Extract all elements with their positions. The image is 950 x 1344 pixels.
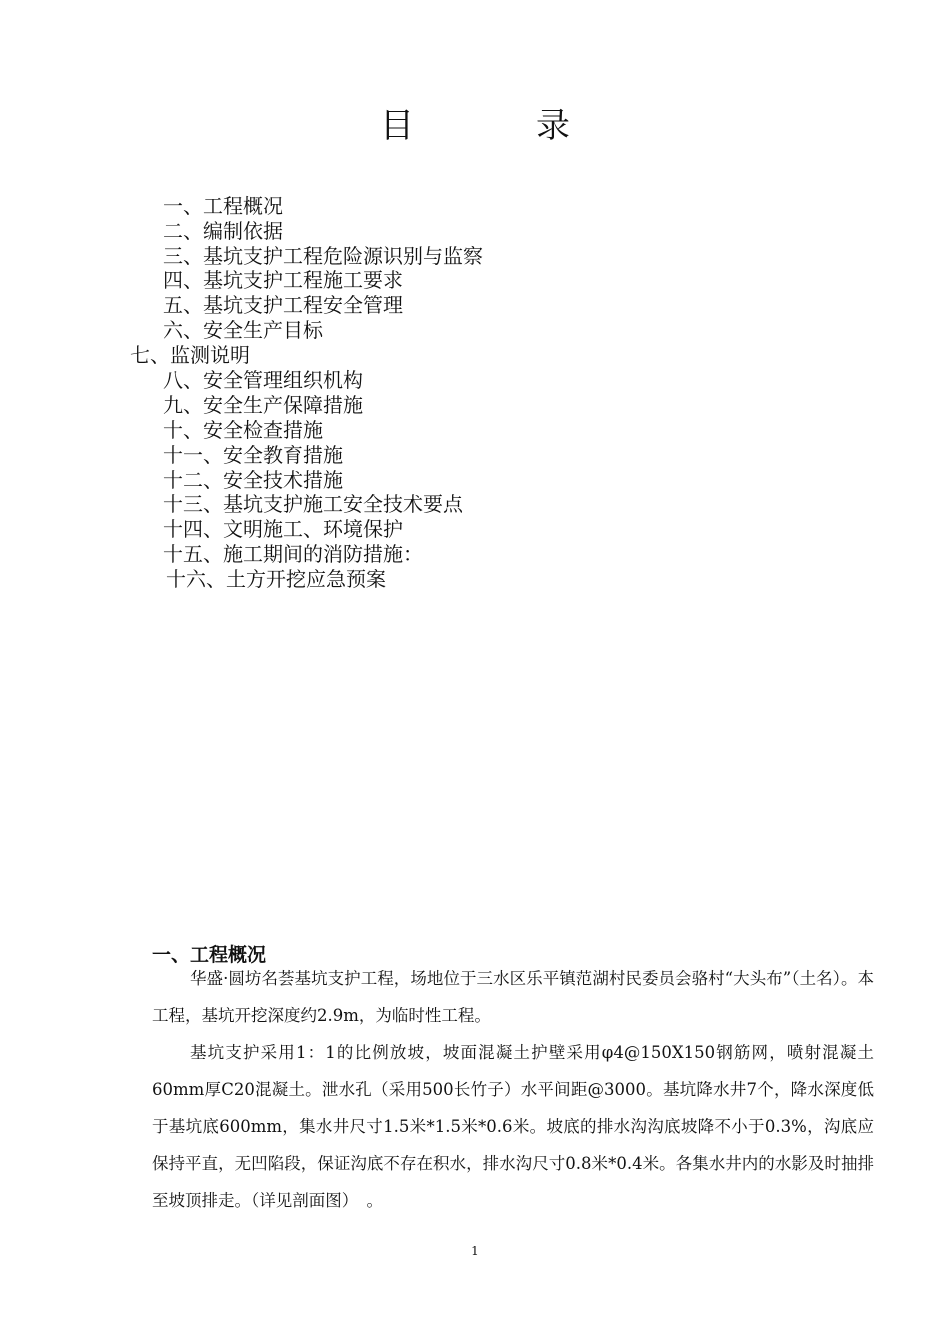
section-heading: 一、工程概况	[152, 944, 267, 966]
toc-item[interactable]: 三、基坑支护工程危险源识别与监察	[163, 244, 483, 268]
toc-item[interactable]: 十二、安全技术措施	[163, 468, 343, 492]
toc-item[interactable]: 十、安全检查措施	[163, 418, 323, 442]
toc-item[interactable]: 六、安全生产目标	[163, 318, 323, 342]
toc-item[interactable]: 五、基坑支护工程安全管理	[163, 293, 403, 317]
toc-title: 目 录	[380, 106, 614, 146]
toc-item[interactable]: 十五、施工期间的消防措施：	[163, 542, 423, 566]
toc-item[interactable]: 十一、安全教育措施	[163, 443, 343, 467]
toc-item[interactable]: 七、监测说明	[130, 343, 250, 367]
toc-item[interactable]: 一、工程概况	[163, 194, 283, 218]
toc-item[interactable]: 十四、文明施工、环境保护	[163, 517, 403, 541]
toc-item[interactable]: 九、安全生产保障措施	[163, 393, 363, 417]
toc-item[interactable]: 四、基坑支护工程施工要求	[163, 268, 403, 292]
body-paragraph: 基坑支护采用1：1的比例放坡，坡面混凝土护壁采用φ4@150X150钢筋网，喷射混凝土60mm厚C20混凝土。泄水孔（采用500长竹子）水平间距@3000。基坑降水井7个，降水深度低于基坑底600mm，集水井尺寸1.5米*1.5米*0.6米。坡底的排水沟沟底坡降不小于0.3%，沟底应保持平直，无凹陷段，保证沟底不存在积水，排水沟尺寸0.8米*0.4米。各集水井内的水影及时抽排至坡顶排走。（详见剖面图） 。	[152, 1043, 874, 1210]
page-number: 1	[471, 1244, 479, 1258]
toc-item[interactable]: 十三、基坑支护施工安全技术要点	[163, 492, 463, 516]
toc-item[interactable]: 十六、土方开挖应急预案	[166, 567, 386, 591]
toc-item[interactable]: 八、安全管理组织机构	[163, 368, 363, 392]
toc-item[interactable]: 二、编制依据	[163, 219, 283, 243]
body-paragraph: 华盛·圆坊名荟基坑支护工程，场地位于三水区乐平镇范湖村民委员会骆村“大头布”（土名）。本工程，基坑开挖深度约2.9m，为临时性工程。	[152, 969, 874, 1025]
